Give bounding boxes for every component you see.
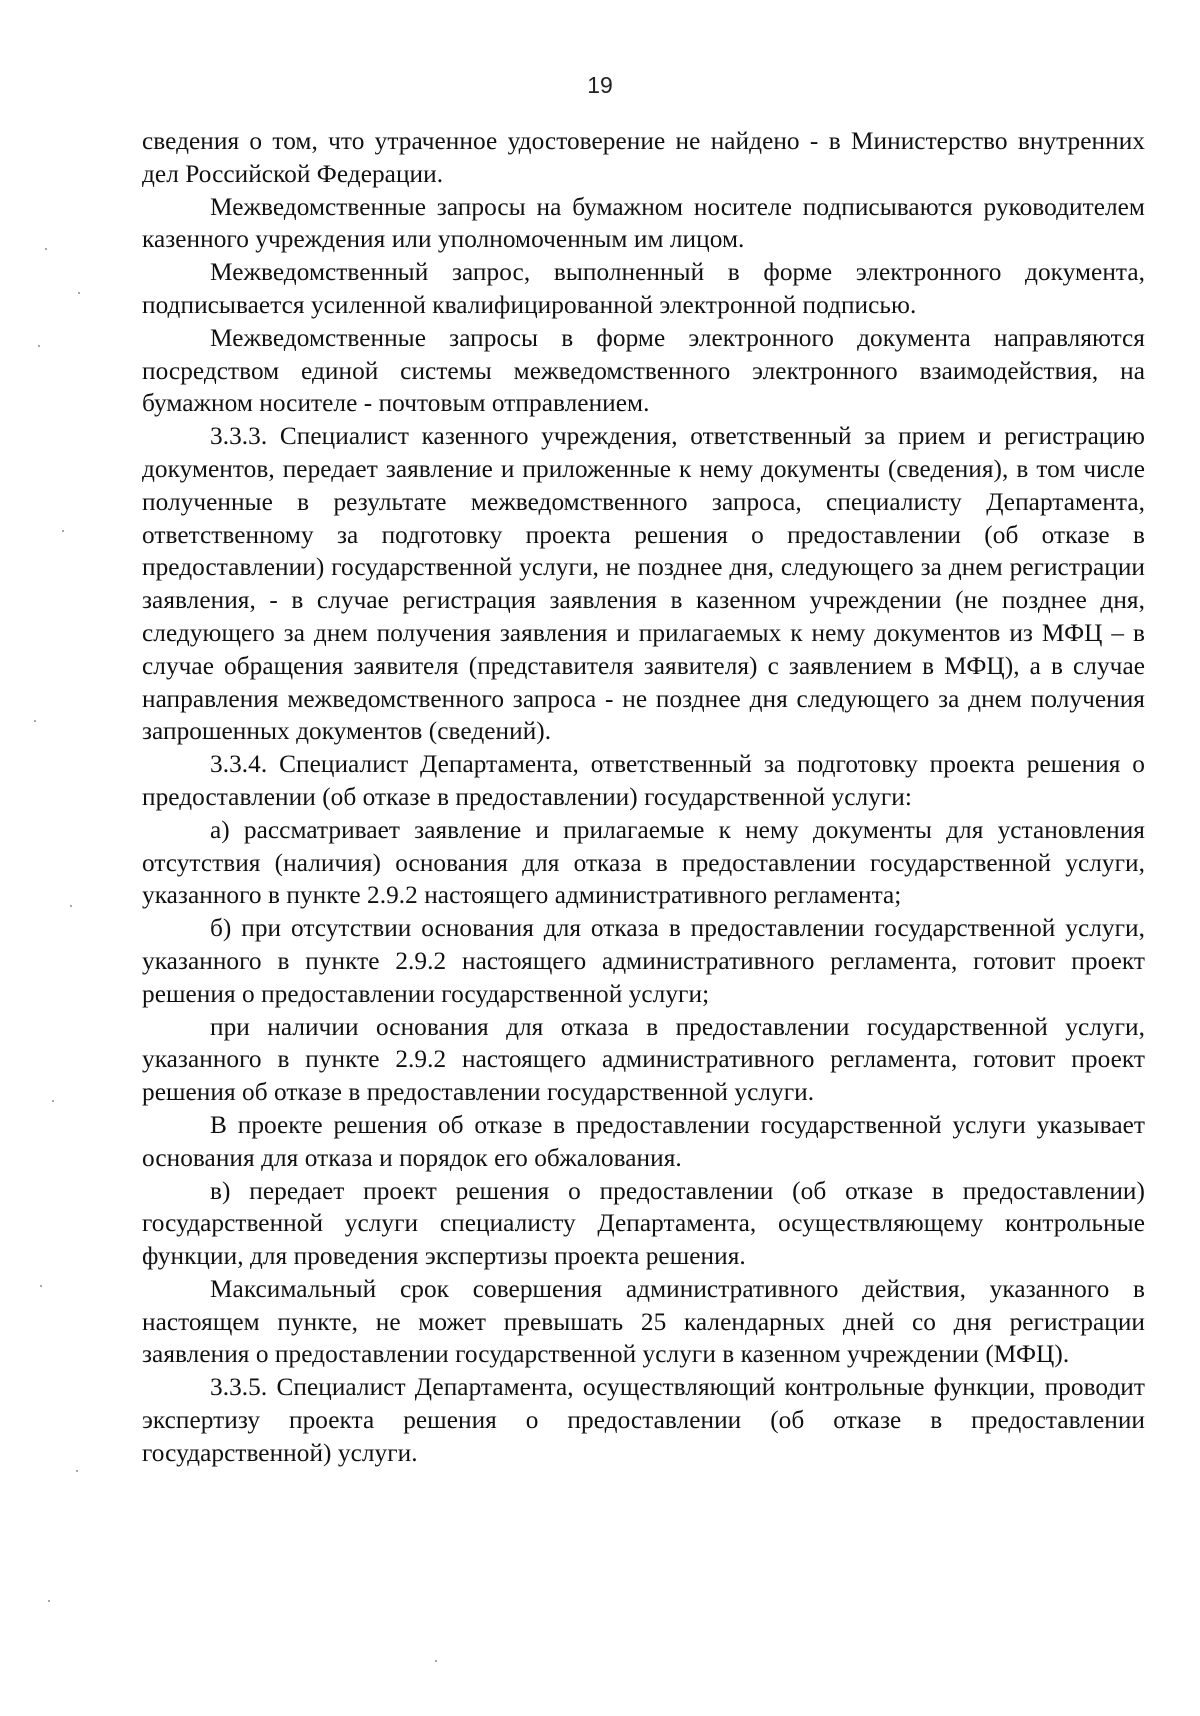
paragraph-item-a: а) рассматривает заявление и прилагаемые к нему документы для установления отсутствия (наличия) основания для отказа в предоставлении государственной услуги, указанного в пункте 2.9.2 настоящего административного регламента; bbox=[142, 815, 1145, 910]
scan-speck bbox=[48, 1600, 50, 1602]
paragraph-3-3-4: 3.3.4. Специалист Департамента, ответственный за подготовку проекта решения о предоставлении (об отказе в предоставлении) государственной услуги: bbox=[142, 750, 1145, 811]
paragraph-3: Межведомственный запрос, выполненный в форме электронного документа, подписывается усиленной квалифицированной электронной подписью. bbox=[142, 258, 1145, 319]
paragraph-item-v: в) передает проект решения о предоставлении (об отказе в предоставлении) государственной услуги специалисту Департамента, осуществляющему контрольные функции, для проведения экспертизы проекта решения. bbox=[142, 1176, 1145, 1271]
scan-speck bbox=[70, 905, 72, 907]
paragraph-2: Межведомственные запросы на бумажном носителе подписываются руководителем казенного учреждения или уполномоченным им лицом. bbox=[142, 192, 1145, 254]
paragraph-3-3-5: 3.3.5. Специалист Департамента, осуществляющий контрольные функции, проводит экспертизу проекта решения о предоставлении (об отказе в предоставлении государственной) услуги. bbox=[142, 1373, 1145, 1467]
paragraph-4: Межведомственные запросы в форме электронного документа направляются посредством единой системы межведомственного электронного взаимодействия, на бумажном носителе - почтовым отправлением. bbox=[142, 323, 1145, 418]
paragraph-refusal-grounds: В проекте решения об отказе в предоставлении государственной услуги указывает основания для отказа и порядок его обжалования. bbox=[142, 1110, 1145, 1172]
paragraph-3-3-3: 3.3.3. Специалист казенного учреждения, ответственный за прием и регистрацию документов, передает заявление и приложенные к нему документы (сведения), в том числе полученные в результате межведомственного запроса, специалисту Департамента, ответственному за подготовку проекта решения о предоставлении (об отказе в предоставлении) государственной услуги, не позднее дня, следующего за днем регистрации заявления, - в случае регистрация заявления в казенном учреждении (не позднее дня, следующего за днем получения заявления и прилагаемых к нему документов из МФЦ – в случае обращения заявителя (представителя заявителя) с заявлением в МФЦ), а в случае направления межведомственного запроса - не позднее дня следующего за днем получения запрошенных документов (сведений). bbox=[142, 422, 1145, 746]
scan-speck bbox=[38, 345, 40, 347]
scan-speck bbox=[76, 1470, 78, 1472]
paragraph-max-term: Максимальный срок совершения административного действия, указанного в настоящем пункте, не может превышать 25 календарных дней со дня регистрации заявления о предоставлении государственной услуги в казенном учреждении (МФЦ). bbox=[142, 1274, 1145, 1369]
document-body bbox=[142, 125, 1145, 1470]
scan-speck bbox=[62, 530, 64, 532]
scan-speck bbox=[34, 720, 36, 722]
scan-speck bbox=[435, 1660, 437, 1662]
scan-speck bbox=[78, 292, 80, 294]
paragraph-item-b: б) при отсутствии основания для отказа в предоставлении государственной услуги, указанного в пункте 2.9.2 настоящего административного регламента, готовит проект решения о предоставлении государственной услуги; bbox=[142, 914, 1145, 1008]
scan-speck bbox=[45, 248, 47, 250]
paragraph-1: сведения о том, что утраченное удостоверение не найдено - в Министерство внутренних дел Российской Федерации. bbox=[142, 127, 1145, 188]
scan-speck bbox=[40, 1285, 42, 1287]
page-number: 19 bbox=[587, 72, 613, 98]
paragraph-refusal-case: при наличии основания для отказа в предоставлении государственной услуги, указанного в пункте 2.9.2 настоящего административного регламента, готовит проект решения об отказе в предоставлении государственной услуги. bbox=[142, 1012, 1145, 1107]
scan-speck bbox=[52, 1100, 54, 1102]
